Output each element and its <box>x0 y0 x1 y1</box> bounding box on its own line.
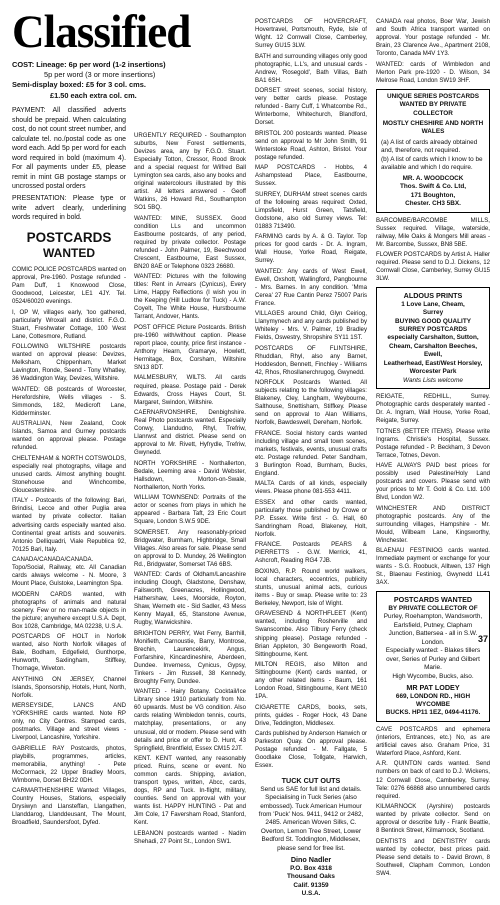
column-3 <box>255 18 367 905</box>
list-item: CARMARTHENSHIRE Wanted: Villages, Country Houses, Stations, especially Drysiwyn and Llansteffan, Llangathen, Llanddarog, Llanddeusant, The Mount, Broadfield, Saundersfoot, Dyfed. <box>12 787 126 827</box>
list-item: SOMERSET. Any reasonably-priced Bridgwater, Burnham, Highbridge, Small Villages. Also areas for sale. Please send on approval to D. Mundey, 26 Wellington Rd., Bridgwater, Somerset TA6 6BS. <box>134 528 246 568</box>
list-item: HAVE ALWAYS PAID best prices for possibly used Palestine/Holy Land postcards and covers. Please send with your prices to Mr T. Gold & Co. Ltd. 100 Blvd, London W2. <box>376 462 490 502</box>
unique-series-addr-2: 171 Boughton, <box>410 191 456 199</box>
list-item: TOTNES (BETTER ITEMS). Please write Ingrams. Christie's Hospital, Sussex. Postage refunded - P. Beckham, 3 Devon Terrace, Totnes, Devon. <box>376 427 490 459</box>
tuck-cut-outs-ad <box>255 774 367 900</box>
list-item: COMIC POLICE POSTCARDS wanted on approval, Pre-1960. Postage refunded - Pam Duff, 1 Knoxwood Close, Goodwood, Leicester, LE1 4JY. Tel. 0524/60020 evenings. <box>12 266 126 306</box>
rates-cost: COST: Lineage: 6p per word (1-2 insertions) <box>12 60 166 69</box>
page-number: 37 <box>477 634 488 644</box>
aldous-line: Wants Lists welcome <box>403 376 463 384</box>
column-1 <box>12 106 126 830</box>
list-item: MALMESBURY, WILTS. All cards required, please. Postage paid - Derek Edwards, Cross Hayes Court, St. Margaret, Swindon, Wiltshire. <box>134 374 246 406</box>
list-item: FLOWER POSTCARDS by Artist A. Haller required. Please send to D.J. Dickens, 12 Cornwall Close, Camberley, Surrey GU15 3LW. <box>376 251 490 283</box>
heading-wanted: WANTED <box>43 246 95 261</box>
list-item: CAERNARVONSHIRE, Denbighshire. Real Photo postcards wanted. Especially Conwy, Llandudno, Rhyl, Trefriw, Llanrwst and district. Please send on approval to Mr. Rivett, Hyfrydle, Trefriw, Gwynedd. <box>134 408 246 457</box>
list-item: BRIGHTON PERRY, Wet Ferry, Barrhill, Monifieth, Carnoustie, Barry, Montrose, Brechin, Laurencekirk, Angus, Forfarshire, Kincardineshire, Aberdeen, Dundee. Inverness, Cynicus, Gypsy, Tinkers - Jim Russell, 38 Kennedy, Broughty Ferry, Dundee. <box>134 629 246 685</box>
private-collector-ad <box>376 591 490 721</box>
tuck-addr-1: P.O. Box 4318 <box>290 864 332 872</box>
private-collector-addr-2: BUCKS. HP11 1EZ, 0494-41176. <box>385 709 481 717</box>
tuck-addr-4: U.S.A. <box>301 890 321 898</box>
list-item: POST OFFICE Picture Postcards. British pre-1960 with/without caption. Please report place, county, price first instance - Anthony Hearn, Gramarye, Howlett, Hermitage, Box, Corsham, Wiltshire SN13 8DT. <box>134 323 246 372</box>
aldous-line: Cheam, Carshalton Beeches, Ewell, <box>388 342 478 359</box>
list-item: MALTA Cards of all kinds, especially views. Please phone 081-553 4411. <box>255 480 367 496</box>
tuck-addr-3: Calif. 91359 <box>293 881 329 889</box>
list-item: KENT. KENT wanted, any reasonably priced. Ruins, scene or event. No common cards. Shipping, aviation, transport types, written, Abcc, cards, dogs, RP and Tuck. In-flight, military, counties. Send on approval with your wants list. HAPPY HUNTING - Pat and Jim Cole, 17 Faversham Road, Stanford, Kent. <box>134 755 246 827</box>
list-item: BATH and surrounding villages only good photographic, L.L's, and unusual cards - Andrew, 'Rosegold', Bath Villas, Bath BA1 6SH. <box>255 52 367 84</box>
list-item: CANADA/CANADA/CANADA. Topo/Social, Railway, etc. All Canadian cards always welcome - N. Moore, 3 Mount Place, Gulstoke, Leamington Spa. <box>12 556 126 588</box>
list-item: ITALY - Postcards of the following: Bari, Brindisi, Lecce and other Puglia area wanted by private collector. Italian advertising cards especially wanted also. Continental great artists and souvenirs. Antonio Delliquadri, Viale Republica 92, 70125 Bari, Italy. <box>12 497 126 553</box>
list-item: WANTED: Cards of Oldham/Lancashire including Clough, Gladstone, Denshaw, Failsworth, Greenacres, Hollingwood, Hathershaw, Lees, Moorside, Royton, Shaw, Werneth etc - Sid Sadler, 43 Mess Kenny Mayall, 65, Stanstone Avenue, Rugby, Warwickshire. <box>134 571 246 627</box>
list-item: WILLIAM TOWNSEND: Portraits of the actor or scenes from plays in which he appeared - Barbara Taft, 23 Eric Court Square, London S.W.5 9DE. <box>134 494 246 526</box>
private-collector-heading: POSTCARDS WANTED <box>393 595 473 605</box>
list-item: CAVE POSTCARDS and ephemera (interiors, Entrances, etc.) No, as are artificial caves also. Graham Price, 31 Waterford Place, Ashford, Kent. <box>376 725 490 758</box>
list-item: FRANCE. Postcards PEARS & PIERRETTS - G.W. Merrick, 41, Ashcroft, Reading RG4 7JB. <box>255 541 367 565</box>
column-2 <box>134 132 246 848</box>
aldous-line: Surrey <box>422 309 444 317</box>
private-collector-subheading: BY PRIVATE COLLECTOR OF <box>388 604 478 612</box>
list-item: DENTISTS and DENTISTRY cards wanted by collector, best prices paid. Please send details to - David Brown, 8 Southwell, Clapham Common, London SW4. <box>376 837 490 877</box>
list-item: FARMING cards by A. & G. Taylor. Top prices for good cards - Dr. A. Ingram, Wall House, Yorke Road, Reigate, Surrey. <box>255 233 367 265</box>
list-item: WANTED: Any cards of West Ewell, Ewell, Oxshott, Wallingford, Pangbourne - Mrs. Barnes. In any condition. 'Mma Cerea' 27 Rue Cantin Perez 75007 Paris France. <box>255 267 367 307</box>
list-item: REIGATE, REDHILL, Surrey. Photographic cards desperately wanted - Dr. A. Ingram, Wall House, Yorke Road, Reigate, Surrey. <box>376 393 490 425</box>
list-item: KILMARNOCK (Ayrshire) postcards wanted by private collector. Send on approval or describe fully - Frank Beattie, 8 Bentinck Street, Kilmarnock, Scotland. <box>376 802 490 835</box>
private-collector-line: Especially wanted: - Blakes tillers over, Series of Purley and Gilbert Marie. <box>385 647 481 672</box>
private-collector-addr-1: 669, LONDON RD., HIGH WYCOMBE <box>395 692 471 709</box>
private-collector-line: Purley, Roehampton, Wandsworth, Earlsfield, Putney, Clapham Junction, Battersea - all in S.W. London. <box>383 613 483 646</box>
list-item: WINCHESTER AND DISTRICT photographic postcards. Any of the surrounding villages, Hampshire - Mr. Mould, Wilbeam Lane, Kingsworthy, Winchester. <box>376 504 490 544</box>
list-item: CHELTENHAM & NORTH COTSWOLDS, especially real photographs, village and unused cards. Almost anything bought. Stonehouse and Winchcombe, Gloucestershire. <box>12 454 126 494</box>
aldous-line: especially Carshalton, Sutton, <box>387 334 479 342</box>
aldous-line: Worcester Park <box>409 368 457 376</box>
postcards-wanted-heading <box>12 229 126 263</box>
list-item: WANTED - Hairy Botany. Cocktail/Ice Library since 1910 particularly from No. 60 upwards. Must be VG condition. Also cards relating Wimbledon tennis, courts, matchplay, presentations, or any unusual, old or modern. Please send with details and price or offer to D. Hunt, 43 Springfield, Brentfield, Essex CM15 2JT. <box>134 688 246 752</box>
list-item: GABRIELLE RAY Postcards, photos, playbills, programmes, articles, memorabilia, anything! - Pete McCormack, 22 Upper Bradley Moors, Wimborne, Dorset BH22 0DH. <box>12 744 126 784</box>
list-item: BOXING, R.P. Round world walkers, local characters, eccentrics, publicity stunts, unusual animal acts, curious items - Buy or swap. Please write to: 23 Berkeley, Newport, Isle of Wight. <box>255 567 367 607</box>
unique-series-heading: UNIQUE SERIES POSTCARDS WANTED BY PRIVATE COLLECTOR <box>387 92 479 117</box>
list-item: POSTCARDS OF HOVERCRAFT, Hovertravel, Portsmouth, Ryde, Isle of Wight. 12 Cornwall Close, Camberley, Surrey GU15 3LW. <box>255 18 367 50</box>
list-item: BRISTOL 200 postcards wanted. Please send on approval to Mr John Smith, 91 Winterstoke Road, Ashton, Bristol. Your postage refunded. <box>255 129 367 161</box>
tuck-text: Send us SAE for full list and details. Specialising in Tuck Series (also embossed). Tuck American Humour from 'Puck' Nos. 9411, 9412 or 2482, 2485. American Woven Silks, C. Overton, Lemon Tree Street, Lower Bedford St. Toddington, Middlesex, please send for free list. <box>258 785 364 852</box>
list-item: GRAVESEND & NORTHFLEET (Kent) wanted, including Rosherville and Swanscombe. Also Tilbury Ferry (check shipping please). Postage refunded - Brian Appleton, 30 Bengeworth Road, Sittingbourne, Kent. <box>255 610 367 658</box>
list-item: BARCOMBE/BARCOMBE MILLS, Sussex required. Village, waterside, railway, Mile Oaks & Mongers Mill areas - Mr. Barcombe, Sussex, BN8 5BE. <box>376 216 490 248</box>
list-item: MAP POSTCARDS - Hobbs, 4 Ashampstead Place, Eastbourne, Sussex. <box>255 164 367 188</box>
list-item: Cards published by Anderson Hanwich or Parkeston Quay. On approval please. Postage refunded - M. Fallgate, 5 Goodlake Close, Tollgate, Harwich, Essex. <box>255 730 367 770</box>
list-item: DORSET street scenes, social history, very better cards please. Postage refunded - Barry Cuff, 1 Whatcombe Rd., Winterborne, Whitechurch, Blandford, Dorset. <box>255 87 367 127</box>
list-item: VILLAGES around Child, Glyn Ceiriog, Llanymynech and any cards published by Whiteley - Mrs. V. Palmer, 19 Bradley Fields, Oswestry, Shropshire SY11 1ST. <box>255 310 367 342</box>
tuck-name: Dino Nadler <box>290 855 332 865</box>
aldous-line: BUYING GOOD QUALITY <box>395 317 471 325</box>
aldous-heading: ALDOUS PRINTS <box>403 291 463 301</box>
rates-cost-line2: 5p per word (3 or more insertions) <box>44 70 156 80</box>
list-item: FOLLOWING WILTSHIRE postcards wanted on approval please: Devizes, Melksham, Chippenham, Market Lavington, Ronde, Seend - Tony Whatley, 36 Waddington Way, Devizes, Wiltshire. <box>12 343 126 383</box>
unique-series-item: (b) A list of cards which I know to be available and which I do require. <box>381 155 483 172</box>
list-item: ANYTHING ON JERSEY, Channel Islands, Sponsorship, Hotels, Hunt, North, Norfolk. <box>12 675 126 699</box>
presentation-note: PRESENTATION: Please type or write advert clearly, underlining words required in bold. <box>12 195 126 222</box>
list-item: URGENTLY REQUIRED - Southampton suburbs, New Forest settlements, Devizes area, any by F.G.O. Stuart. Especially Totton, Cressor, Rood Brook and a special request for Wilfred Ball Lymington sea cards, also any books and original watercolours illustrated by this artist. All letters answered - Geoff Watkins, 26 Howard Rd., Southampton SO1 5BQ. <box>134 132 246 212</box>
list-item: CIGARETTE CARDS, books, sets, prints, guides - Roger Hock, 43 Dane Drive, Teddington, Middlesex. <box>255 703 367 727</box>
list-item: NORTH YORKSHIRE - Northallerton, Bedale, Leeming area - David Webster, Hallsdown, Morton-on-Swale, Northallerton, North Yorks. <box>134 459 246 491</box>
list-item: CANADA real photos, Boer War, Jewish and South Africa transport wanted on approval. Your postage refunded - Mr. Brain, 23 Clarence Ave., Apartment 2108, Toronto, Canada M4V 1Y3. <box>376 18 490 58</box>
unique-series-item: (a) A list of cards already obtained and, therefore, not required. <box>381 138 478 155</box>
unique-series-name: MR. A. WOODCOCK <box>402 174 464 182</box>
list-item: MODERN CARDS wanted, with photographs of animals and natural scenery. Few or no man-made objects in the picture; anywhere except U.S.A. Dept, Box 1028, Cambridge, MA 02238, U.S.A. <box>12 590 126 630</box>
list-item: NORFOLK Postcards Wanted. All subjects relating to the following villages: Blakeney, Cley, Langham, Weybourne, Salthouse, Snettisham, Stiffkey. Please send on approval to Alan Williams, Norfolk, Bawdeswell, Dereham, Norfolk. <box>255 379 367 427</box>
list-item: WANTED: Pictures with the following titles: Rent in Arrears (Cynicus), Every Lime, Happy Reflections (I wish you in the Keeping (Hill Ludlow for Tuck) - A.W. Coyelt, The White House, Hurstbourne Tarrant, Andover, Hants. <box>134 273 246 321</box>
list-item: WANTED: MINE, SUSSEX. Good condition LLs and uncommon Eastbourne postcards, of any period, required by private collector. Postage refunded - John Palmer, 19, Beechwood Crescent, Eastbourne, East Sussex, BN20 8AE or Telephone 0323 26680. <box>134 214 246 270</box>
list-item: AUSTRALIAN, New Zealand, Cook Islands, Samoa and Gurney postcards wanted on approval please. Postage refunded. <box>12 420 126 452</box>
tuck-addr-2: Thousand Oaks <box>287 873 335 881</box>
list-item: WANTED: cards of Wimbledon and Merton Park pre-1920 - D. Wilson, 34 Melrose Road, London SW19 3HF. <box>376 60 490 84</box>
list-item: POSTCARDS OF FLINTSHIRE, Rhuddlan, Rhyl, also any Barnet, Hoddesdon, Bennett, Finchley - Williams 42, Rhos, Rhosllanerchrugog, Gwynedd. <box>255 344 367 376</box>
unique-series-line: MOSTLY CHESHIRE AND NORTH WALES <box>382 120 484 136</box>
rates-display: Semi-display boxed: £5 for 3 col. cms. <box>12 80 146 90</box>
list-item: ESSEX and other cards wanted, particularly those published by Crowe or P.P. Essex. Write first - G. Hall, 60 Sandringham Road, Blakeney, Holt, Norfolk. <box>255 498 367 538</box>
rates-display-line2: £1.50 each extra col. cm. <box>50 90 137 100</box>
list-item: LEBANON postcards wanted - Nadim Shehadi, 27 Point St., London SW1. <box>134 829 246 845</box>
heading-postcards: POSTCARDS <box>26 229 112 245</box>
column-4 <box>376 18 490 880</box>
aldous-prints-ad <box>376 287 490 389</box>
aldous-line: 1 Love Lane, Cheam, <box>401 300 465 308</box>
list-item: BLAENAU FESTINIOG cards wanted. Immediate payment or exchange for your wants - S.G. Roobuck, Alltwen, 137 High St., Blaenau Festiniog, Gwynedd LL41 3AX. <box>376 547 490 587</box>
list-item: SURREY, DURHAM street scenes cards of the following areas required: Oxted, Limpsfield, Hurst Green, Tatsfield, Godstone, also old Surrey views. Tel: 01883 713490. <box>255 190 367 230</box>
list-item: I, OP W, villages early, 'too gathered, particularly Wroxall and district. F.G.O. Stuart, Freshwater Cottage, 100 West Lane, Cottesmore, Rutland. <box>12 308 126 340</box>
list-item: A.R. QUINTON cards wanted. Send numbers on back of card to D.J. Wickens, 12 Cornwall Close, Camberley, Surrey. Tele: 0276 66868 also unnumbered cards required. <box>376 760 490 800</box>
list-item: WANTED: GB postcards of Worcester, Herefordshire, Wells villages - S. Simmonds, 182, Medicroft Lane, Kidderminster. <box>12 385 126 417</box>
unique-series-addr-3: Chester. CH3 5BX. <box>405 200 461 208</box>
list-item: FRANCE. Social history cards wanted including village and small town scenes, markets, festivals, events, unusual crafts etc. Postage refunded. Peter Sandham, 3 Burlington Road, Burnham, Bucks, England. <box>255 429 367 477</box>
aldous-line: SURREY POSTCARDS <box>398 326 468 334</box>
list-item: MERSEYSIDE, LANCS AND YORKSHIRE cards wanted. Note RP only, no City Centres. Stamped cards, postmarks. Village and street views - Liverpool, Lancashire, Yorkshire. <box>12 702 126 742</box>
payment-note: PAYMENT: All classified adverts should be prepaid. When calculating cost, do not count street number, and calculate tel. no./postal code as one word each. Add 5p per word for each word required in bold (maximum 4). For all payments under £5, please remit in mint GB postage stamps or uncrossed postal orders <box>12 107 126 191</box>
aldous-line: Leatherhead, East/West Horsley, <box>383 359 483 367</box>
masthead-title: Classified <box>12 6 191 58</box>
unique-series-ad <box>376 89 490 213</box>
unique-series-addr-1: Thos. Swift & Co. Ltd, <box>399 183 467 191</box>
private-collector-line: High Wycombe, Bucks, also. <box>392 672 474 680</box>
list-item: MILTON REGIS, also Milton and Sittingbourne (Kent) cards wanted, or any other related items - Baum, 161 London Road, Sittingbourne, Kent ME10 1PA. <box>255 660 367 701</box>
private-collector-name: MR PAT LODEY <box>406 683 460 693</box>
tuck-heading: TUCK CUT OUTS <box>281 776 341 786</box>
list-item: POSTCARDS OF HOLT in Norfolk wanted, also North Norfolk villages of Bale, Bodham, Edgefield, Gunthorpe, Hunworth, Saxlingham, Stiffkey, Thornage, Wiveton. <box>12 633 126 673</box>
